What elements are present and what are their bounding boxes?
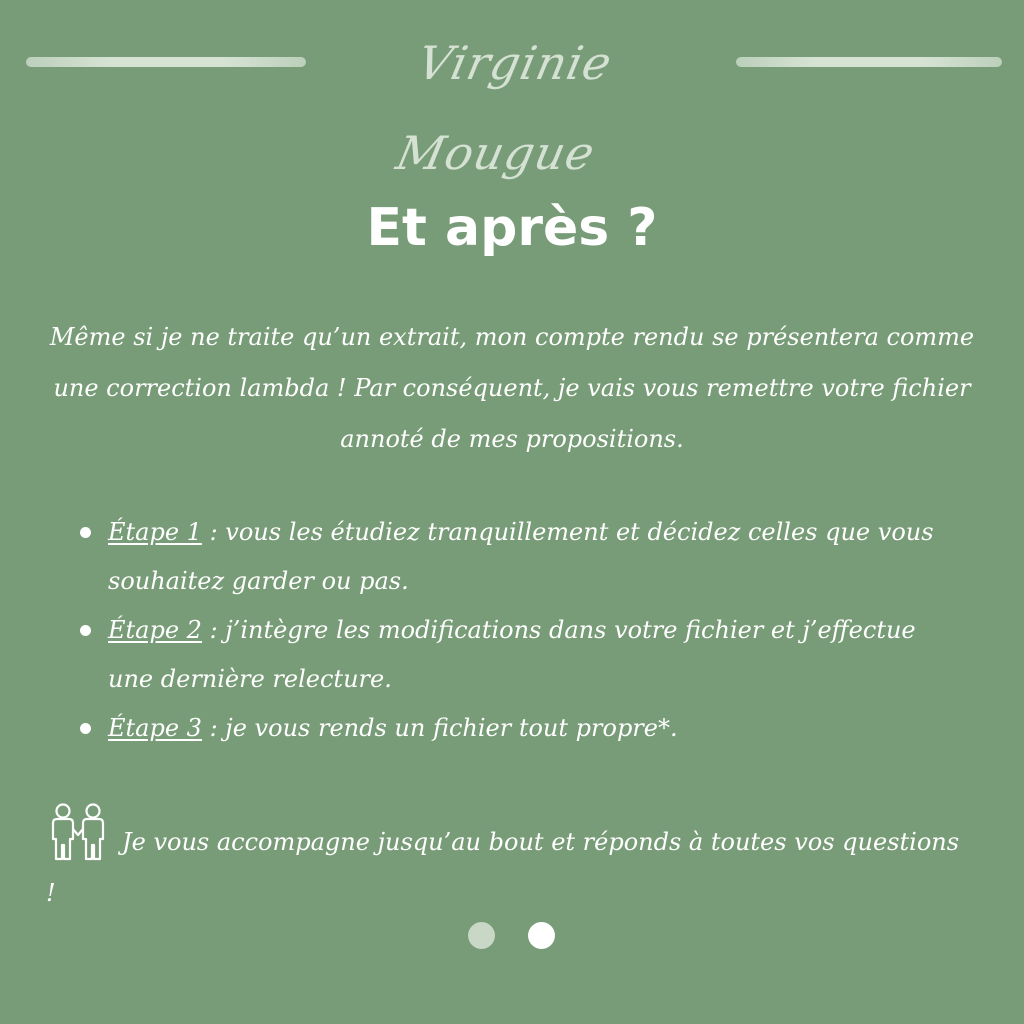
closing-text: Je vous accompagne jusqu’au bout et réponds à toutes vos questions ! [46,828,960,907]
steps-list [76,508,976,753]
decorative-line-left [26,57,306,67]
step-item-1 [76,508,948,606]
step-item-3 [76,704,948,753]
bullet-icon [80,625,91,636]
decorative-line-right [736,57,1002,67]
step-item-2 [76,606,948,704]
step-text: : vous les étudiez tranquillement et décidez celles que vous souhaitez garder ou pas. [108,518,934,595]
pagination-dot-1[interactable] [468,922,495,949]
two-people-holding-hands-icon [46,802,110,864]
page-title: Et après ? [366,198,658,258]
step-label: Étape 2 [108,616,202,644]
step-text: : je vous rends un fichier tout propre*. [201,714,678,742]
bullet-icon [80,723,91,734]
header [0,0,1024,180]
pagination-dots [0,920,1024,950]
step-label: Étape 3 [108,714,202,742]
signature-logo: Virginie Mougue [391,36,618,180]
closing-paragraph [46,802,966,919]
step-text: : j’intègre les modifications dans votre fichier et j’effectue une dernière relecture. [108,616,916,693]
intro-paragraph: Même si je ne traite qu’un extrait, mon compte rendu se présentera comme une correction lambda ! Par conséquent, je vais vous remettre votre fichier annoté de mes propositions. [49,323,975,453]
pagination-dot-2-active[interactable] [528,922,555,949]
bullet-icon [80,527,91,538]
step-label: Étape 1 [108,518,202,546]
